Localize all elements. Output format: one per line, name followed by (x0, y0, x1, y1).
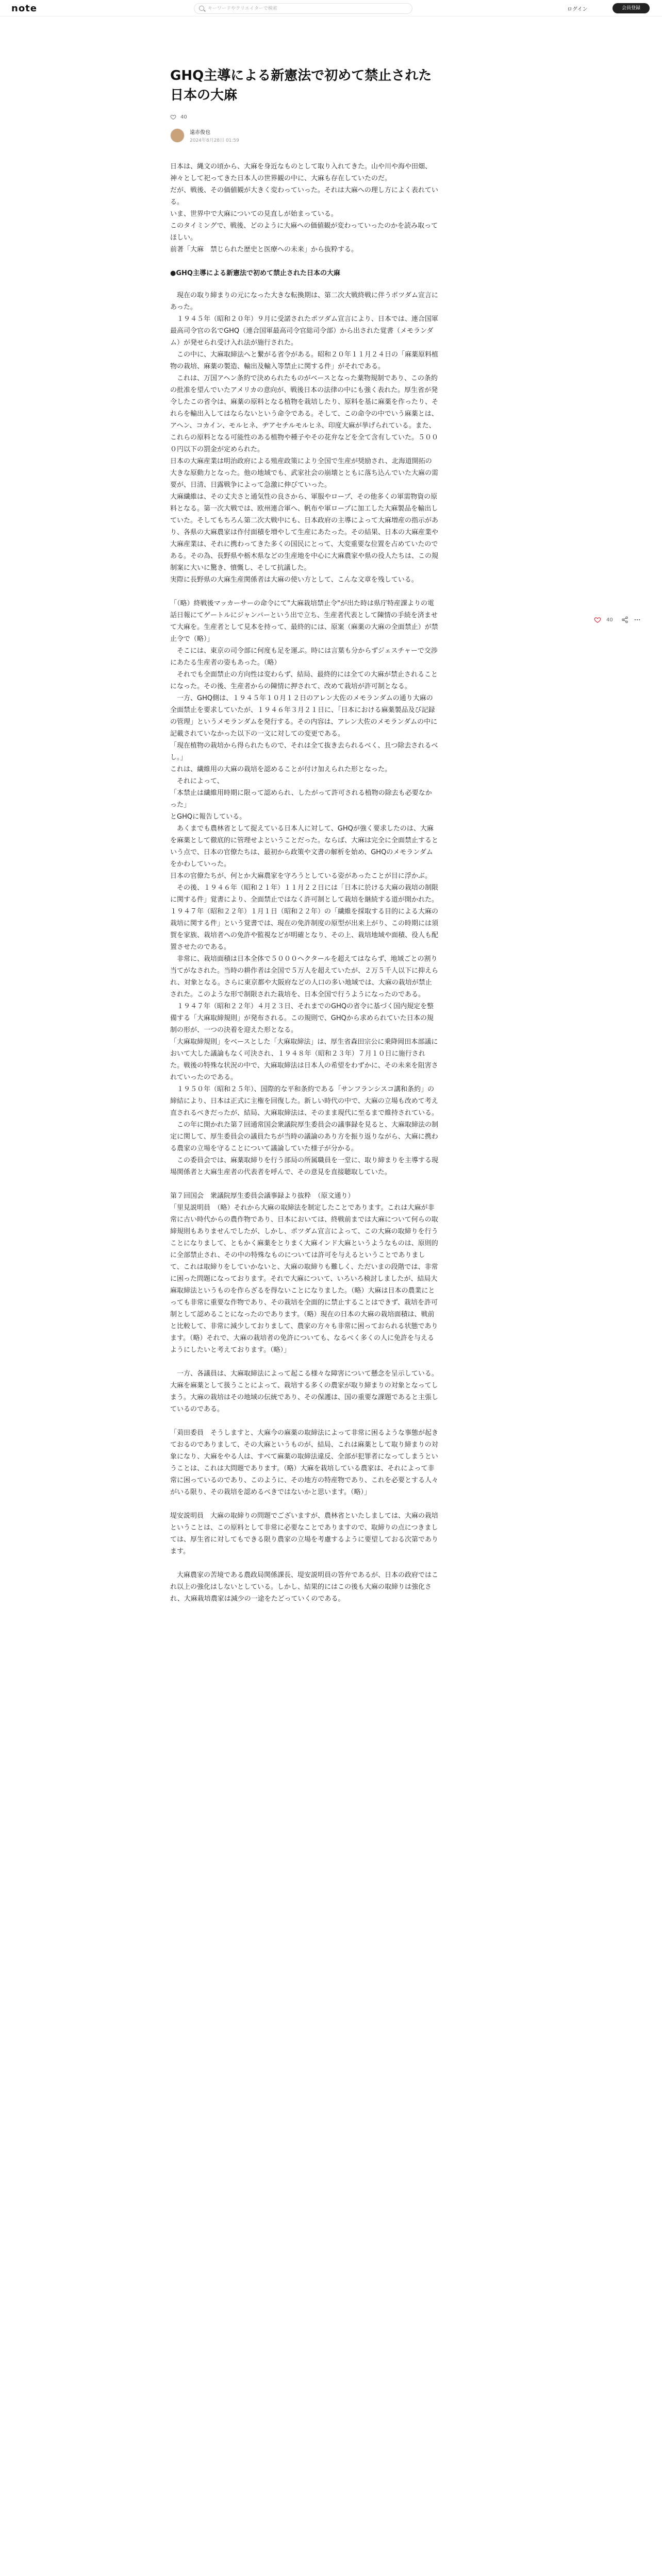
floating-actions (594, 616, 641, 623)
published-date: 2024年8月28日 01:59 (190, 138, 239, 143)
login-link[interactable]: ログイン (567, 7, 588, 12)
body-paragraph: 現在の取り締まりの元になった大きな転換期は、第二次大戦終戦に伴うポツダム宣言にあった。 １９４５年（昭和２０年）９月に受諾されたポツダム宣言により、日本では、連合国軍最高司令官の名でGHQ（連合国軍最高司令官総司令部）から出された覚書（メモランダム）が発せられ受け入れ法が施行された。 この中に、大麻取締法へと繋がる省令がある。昭和２０年１１月２４日の「麻薬原料植物の栽培、麻薬の製造、輸出及輸入等禁止に関する件」がそれである。 これは、万国アヘン条約で決められたものがベースとなった薬物規制であり、この条約の批准を望んでいたアメリカの意向が、戦後日本の法律の中にも強く表れた。厚生省が発令したこの省令は、麻薬の原料となる植物を栽培したり、原料を基に麻薬を作ったり、それらを輸出入してはならないという命令である。そして、この命令の中でいう麻薬とは、アヘン、コカイン、モルヒネ、ヂアセチルモルヒネ、印度大麻が挙げられている。また、これらの原料となる可能性のある植物や種子やその花弁などを全て含有していた。５０００円以下の罰金が定められた。 日本の大麻産業は明治政府による殖産政策により全国で生産が奨励され、北海道開拓の大きな原動力となった。他の地域でも、武家社会の崩壊とともに落ち込んでいた大麻の需要が、日清、日露戦争によって急激に伸びていった。 大麻繊維は、その丈夫さと通気性の良さから、軍服やロープ、その他多くの軍需物資の原料となる。第一次大戦では、欧州連合軍へ、帆布や軍ロープに加工した大麻製品を輸出していた。そしてもちろん第二次大戦中にも、日本政府の主導によって大麻増産の指示があり、各県の大麻農家は作付面積を増やして生産にあたった。その結果、日本の大麻産業や大麻産業は、それに携わってきた多くの国民にとって、大変重要な位置を占めていたのである。その為、長野県や栃木県などの生産地を中心に大麻農家や県の役人たちは、この規制案に大いに驚き、憤慨し、そして抗議した。 実際に長野県の大麻生産関係者は大麻の使い方として、こんな文章を残している。 (170, 292, 439, 584)
article-title: GHQ主導による新憲法で初めて禁止された日本の大麻 (170, 68, 432, 103)
body-paragraph: 堤安説明員 大麻の取締りの問題でございますが、農林省といたしましては、大麻の栽培ということは、この原料として非常に必要なことでありますので、取締りの点につきましては、厚生省に対してもできる限り農家の立場を考慮するように要望しておる次第であります。 (170, 1512, 439, 1555)
heart-icon[interactable] (594, 616, 601, 623)
article-body (170, 161, 438, 1605)
avatar[interactable] (170, 128, 185, 143)
article (170, 66, 438, 1617)
body-paragraph: 大麻農家の苦境である農政局関係課長、堤安説明員の答弁であるが、日本の政府ではこれ以上の強化はしないとしている。しかし、結果的にはこの後も大麻の取締りは強化され、大麻栽培農家は減少の一途をたどっていくのである。 (170, 1571, 439, 1603)
author-name[interactable]: 遠赤俊也 (190, 130, 210, 135)
note-logo[interactable]: note (11, 3, 37, 14)
body-paragraph: 「苅田委員 そうしますと、大麻今の麻薬の取締法によって非常に困るような事態が起きておるのでありまして、その大麻というものが、結局、これは麻薬として取り締まりの対象になり、大麻をやる人は、すべて麻薬の取締法違反、全部が犯罪者になってしまうということは、これは大問題であります。（略）大麻を栽培している農家は、それによって非常に困っているのであり、このように、その地方の特産物であり、これを必要とする人々がいる限り、その栽培を認めるべきではないかと思います。（略）」 (170, 1429, 439, 1496)
heart-icon[interactable] (170, 114, 176, 120)
signup-button[interactable]: 会員登録 (613, 3, 650, 13)
search-input[interactable] (208, 5, 404, 12)
body-paragraph: 第７回国会 衆議院厚生委員会議事録より抜粋 （原文通り） 「里見説明員 （略）それから大麻の取締法を制定したことであります。これは大麻が非常に古い時代からの農作物であり、日本においては、終戦前までは大麻について何らの取締規則もありませんでしたが、しかし、ポツダム宣言によって、この大麻の取締りを行うことになりまして、ともかく麻薬をとりまく大麻インド大麻というようなものは、原則的に全部禁止され、その中の特殊なものについては許可を与えるということでありまして、これは取締りをしていかないと、大麻の取締りも難しく、ただいまの段階では、非常に困った問題になっております。それで大麻について、いろいろ検討しましたが、結局大麻取締法というものを作らざるを得ないことになりました。（略）大麻は日本の農業にとっても非常に重要な作物であり、その栽培を全面的に禁止することはできず、栽培を許可制として認めることになったのであります。（略）現在の日本の大麻の栽培面積は、戦前と比較して、非常に減少しておりまして、農家の方々も非常に困っておられる状態であります。（略）それで、大麻の栽培者の免許についても、なるべく多くの人に免許を与えるようにしたいと考えております。（略）」 (170, 1192, 438, 1354)
body-paragraph: 一方、各議員は、大麻取締法によって起こる様々な障害について懸念を呈示している。大麻を麻薬として扱うことによって、栽培する多くの農家が取り締まりの対象となってしまう。大麻の栽培はその地域の伝統であり、その保護は、国の重要な課題であると主張しているのである。 (170, 1370, 439, 1413)
search-box[interactable] (194, 3, 412, 14)
like-row (170, 112, 438, 122)
search-icon (199, 6, 204, 11)
body-paragraph: 「（略）終戦後マッカーサーの命令にて"大麻栽培禁止令"が出た時は県庁特産課よりの電話日報にてゲートルにジャンパーという出で立ち、生産者代表として陳情の手続を済ませて大麻を。生産者として見本を持って、最終的には、原案（麻薬の大麻の全面禁止）が禁止令で（略）」 そこには、東京の司令部に何度も足を運ぶ。時には言葉も分からずジェスチャーで交渉にあたる生産者の姿もあった。（略） それでも全面禁止の方向性は変わらず、結局、最終的には全ての大麻が禁止されることになった。その後、生産者からの陳情に押されて、改めて栽培が許可制となる。 一方、GHQ側は、１９４５年１０月１２日のアレン大佐のメモランダムの通り大麻の全面禁止を要求していたが、１９４６年３月２１日に、「日本における麻薬製品及び記録の管理」というメモランダムを発行する。その内容は、アレン大佐のメモランダムの中に記載されていなかった以下の一文に対しての変更である。 「現在植物の栽培から得られたもので、それは全て抜き去られるべく、且つ除去されるべし。」 これは、繊維用の大麻の栽培を認めることが付け加えられた形となった。 それによって、 「本禁止は繊維用時期に限って認められ、したがって許可される植物の除去も必要なかった」 とGHQに報告している。 あくまでも農林省として捉えている日本人に対して、GHQが強く要求したのは、大麻を麻薬として徹底的に管理せよということだった。ならば、大麻は完全に全面禁止するという点で、日本の官僚たちは、最初から政策や文書の解析を始め、GHQのメモランダムをかわしていった。 日本の官僚たちが、何とか大麻農家を守ろうとしている姿があったことが目に浮かぶ。 その後、１９４６年（昭和２１年）１１月２２日には「日本に於ける大麻の栽培の制限に関する件」覚書により、全面禁止ではなく許可制として栽培を継続する道が開かれた。１９４７年（昭和２２年）１月１日（昭和２２年）の「繊維を採取する目的による大麻の栽培に関する件」という覚書では、現在の免許制度の原型が出来上がり、この時期には須賀を家族、栽培者への免許や監視などが明確となり、その上、栽培地域や面積、役人も配置させたのである。 非常に、栽培面積は日本全体で５０００ヘクタールを超えてはならず、地域ごとの割り当てがなされた。当時の耕作者は全国で５万人を超えていたが、２万５千人以下に抑えられ、対象となる。さらに東京都や大阪府などの人口の多い地域では、大麻の栽培が禁止された。このような形で制限された栽培を、日本全国で行うようになったのである。 １９４７年（昭和２２年）４月２３日、それまでのGHQの省令に基づく国内規定を整備する「大麻取締規則」が発布される。この規則で、GHQから求められていた日本の規制の形が、一つの決着を迎えた形となる。 「大麻取締規則」をベースとした「大麻取締法」は、厚生省森田宗公に乗降岡田本部議において大した議論もなく可決され、１９４８年（昭和２３年）７月１０日に施行された。戦後の特殊な状況の中で、大麻取締法は日本人の希望をわずかに、その未来を阻害されていったのである。 １９５０年（昭和２５年）、国際的な平和条約である「サンフランシスコ講和条約」の締結により、日本は正式に主権を回復した。新しい時代の中で、大麻の立場も改めて考え直されるべきだったが、結局、大麻取締法は、そのまま現代に至るまで維持されている。 この年に開かれた第７回通常国会衆議院厚生委員会の議事録を見ると、大麻取締法の制定に関して、厚生委員会の議員たちが当時の議論のあり方を振り返りながら、大麻に携わる農家の立場を守ることについて議論していた様子が分かる。 この委員会では、麻薬取締りを行う部局の所属職員を一堂に、取り締まりを主導する現場関係者と大麻生産者の代表者を呼んで、その意見を直接聴取していた。 (170, 600, 439, 1176)
more-icon[interactable] (634, 616, 641, 623)
like-count: 40 (180, 114, 187, 120)
top-header (0, 0, 662, 16)
floating-like-count: 40 (606, 617, 613, 623)
intro-paragraph: 日本は、縄文の頃から、大麻を身近なものとして取り入れてきた。山や川や海や田畑、神々として祀ってきた日本人の世界観の中に、大麻も存在していたのだ。 だが、戦後、その価値観が大きく変わっていった。それは大麻への理し方によく表れている。 いま、世界中で大麻についての見直しが始まっている。 このタイミングで、戦後、どのように大麻への価値観が変わっていったのかを読み取ってほしい。 前著「大麻 禁じられた歴史と医療への未来」から抜粋する。 (170, 163, 438, 253)
share-icon[interactable] (621, 616, 628, 623)
author-block (170, 128, 438, 143)
section-heading: ●GHQ主導による新憲法で初めて禁止された日本の大麻 (170, 269, 340, 277)
